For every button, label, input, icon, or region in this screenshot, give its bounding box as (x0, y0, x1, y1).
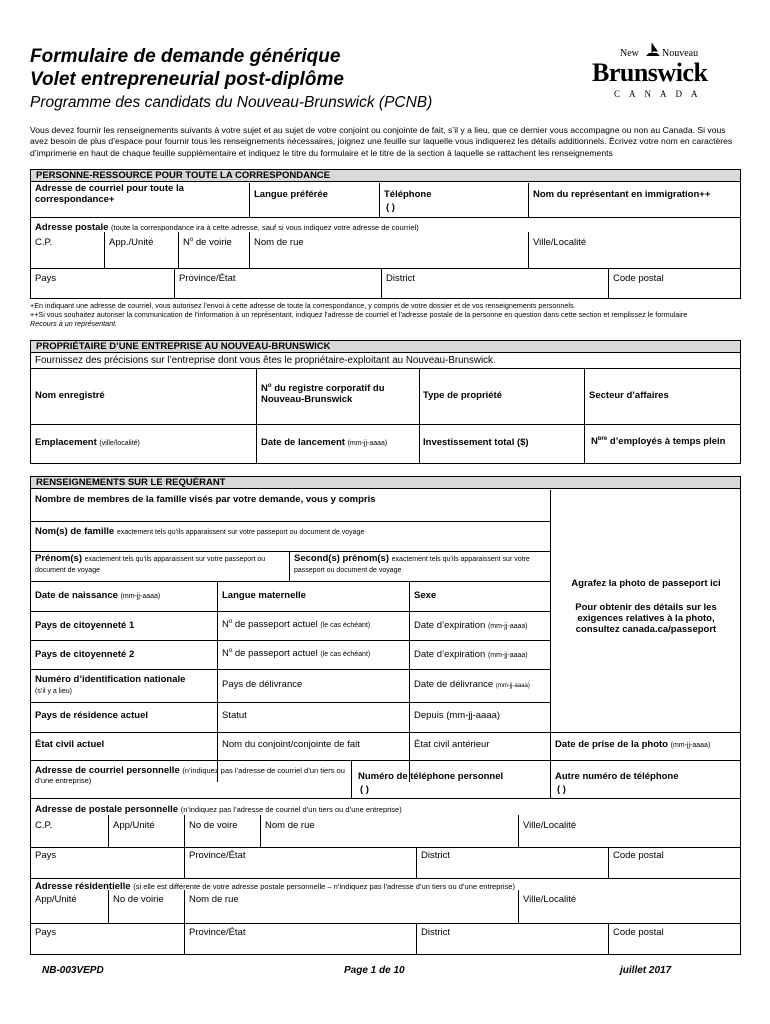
passport-no-note-2: (le cas échéant) (320, 651, 371, 658)
form-title: Formulaire de demande générique (30, 46, 341, 67)
applicant-section: RENSEIGNEMENTS SUR LE REQUÉRANT Nombre de membres de la famille visés par votre demande, vous y compris Nom(s) de famille exactement tels qu’ils apparaissent sur votre passeport ou document de voyage Prénom(s) exactement tels qu’ils apparaissent sur votre passeport ou document de voyage Second(s) prénom(s) exactement tels qu’ils apparaissent sur votre passeport ou document de voyage Agrafez la photo de passeport ici Pour obtenir des détails sur les exigences relatives à la photo, consultez canada.ca/passeport Date de naissance (mm-jj-aaaa) Langue maternelle Sexe Pays de citoyenneté 1 $N^o$ de passeport actuel (le cas échéant) Date d’expiration (mm-jj-aaaa) Pays de citoyenneté 2 $N^o$ de passeport actuel (le cas échéant) Date d’expiration (mm-jj-aaaa) Numéro d’identification nationale (s’il y a lieu) Pays de délivrance Date de délivrance (mm-jj-aaaa) Pays de résidence actuel Statut Depuis (mm-jj-aaaa) État civil actuel Nom du conjoint/conjointe de fait État civil antérieur Date de prise de la photo (mm-jj-aaaa) Adresse de courriel personnelle (n’indiquez pas l’adresse de courriel d’un tiers ou d’une entreprise) Numéro de téléphone personnel ( ) Autre numéro de téléphone ( ) Adresse de postale personnelle (n’indiquez pas l’adresse de courriel d’un tiers ou d’une entreprise) C.P. App/Unité No de voire Nom de rue Ville/Localité Pays Province/État District Code postal Adresse résidentielle (si elle est différente de votre adresse postale personnelle – n’indiquez pas l’adresse d’un tiers ou d’une entreprise) App/Unité No de voirie Nom de rue Ville/Localité Pays Province/État District Code postal (30, 476, 741, 955)
res-postal-code-label[interactable]: Code postal (613, 927, 664, 938)
street-no-label: de voirie (195, 237, 232, 248)
res-province-label[interactable]: Province/État (189, 927, 246, 938)
launch-date-note: (mm-jj-aaaa) (347, 440, 388, 447)
previous-status-label[interactable]: État civil antérieur (414, 739, 490, 750)
photo-requirements-text: Pour obtenir des détails sur les exigences relatives à la photo, consultez canada.ca/passeport (575, 602, 717, 635)
personal-email-note: (n’indiquez pas l’adresse de courriel d’un tiers ou d’une entreprise) (35, 766, 345, 785)
expiry-label: Date d’expiration (414, 620, 486, 631)
ship-icon (644, 42, 662, 58)
res-street-name-label[interactable]: Nom de rue (189, 894, 239, 905)
business-section: PROPRIÉTAIRE D’UNE ENTREPRISE AU NOUVEAU-BRUNSWICK Fournissez des précisions sur l’entreprise dont vous êtes le propriétaire-exploitant au Nouveau-Brunswick. Nom enregistré $N^o$ du registre corporatif du Nouveau-Brunswick Type de propriété Secteur d’affaires Emplacement (ville/localité) Date de lancement (mm-jj-aaaa) Investissement total ($) $N^{bre}$ d’employés à temps plein (30, 340, 741, 464)
personal-postal-label: Adresse de postale personnelle (35, 804, 179, 815)
phone-label[interactable]: Téléphone (384, 189, 432, 200)
sex-label[interactable]: Sexe (414, 590, 437, 601)
applicant-street-no-label[interactable]: No de voire (189, 820, 238, 831)
district-label[interactable]: District (386, 273, 416, 284)
photo-date-format: (mm-jj-aaaa) (670, 742, 711, 749)
employees-label: d’employés à temps plein (609, 436, 726, 447)
location-label: Emplacement (35, 437, 97, 448)
contact-notes (30, 301, 741, 328)
note-email: +En indiquant une adresse de courriel, vous autorisez l’envoi à cette adresse de toute la correspondance, y compris de votre dossier et de vos renseignements personnels. (30, 301, 576, 310)
sector-label[interactable]: Secteur d’affaires (589, 390, 669, 401)
note-representative: ++Si vous souhaitez autoriser la communication de l’information à un représentant, indiquez l’adresse de courriel et l’adresse postale de la personne en question dans cette section et remplissez le formulaire (30, 310, 688, 319)
business-heading: PROPRIÉTAIRE D’UNE ENTREPRISE AU NOUVEAU-BRUNSWICK (31, 341, 740, 353)
investment-label[interactable]: Investissement total ($) (423, 437, 529, 448)
issue-date-format: (mm-jj-aaaa) (495, 683, 530, 689)
intro-text: Vous devez fournir les renseignements suivants à votre sujet et au sujet de votre conjoint ou conjointe de fait, s’il y a lieu, que ce dernier vous accompagne ou non au Canada. Si vous avez besoin de plus d’espace pour fournir tous les renseignements nécessaires, joignez une feuille sur laquelle vous indiquerez les détails additionnels. Écrivez votre nom en caractères d’imprimerie en haut de chaque feuille supplémentaire et indiquez le titre du formulaire et le titre de la section à laquelle se rattachent les renseignements (30, 125, 733, 158)
passport-no-label-2: de passeport actuel (234, 648, 318, 659)
postal-code-label[interactable]: Code postal (613, 273, 664, 284)
contact-section: PERSONNE-RESSOURCE POUR TOUTE LA CORRESPONDANCE Adresse de courriel pour toute la correspondance+ Langue préférée Téléphone ( ) Nom du représentant en immigration++ Adresse postale (toute la correspondance ira à cette adresse, sauf si vous indiquez votre adresse de courriel) C.P. App./Unité $N^o$ de voirie Nom de rue Ville/Localité Pays Province/État District Code postal (30, 169, 741, 299)
citizenship1-label[interactable]: Pays de citoyenneté 1 (35, 620, 135, 631)
mother-tongue-label[interactable]: Langue maternelle (222, 590, 306, 601)
res-apt-label[interactable]: App/Unité (35, 894, 77, 905)
spouse-name-label[interactable]: Nom du conjoint/conjointe de fait (222, 739, 360, 750)
expiry-format-2: (mm-jj-aaaa) (487, 652, 528, 659)
issue-country-label[interactable]: Pays de délivrance (222, 679, 303, 690)
ownership-label[interactable]: Type de propriété (423, 390, 503, 401)
citizenship2-label[interactable]: Pays de citoyenneté 2 (35, 649, 135, 660)
res-street-no-label[interactable]: No de voirie (113, 894, 164, 905)
street-name-label[interactable]: Nom de rue (254, 237, 304, 248)
city-label[interactable]: Ville/Localité (533, 237, 587, 248)
form-date: juillet 2017 (620, 965, 672, 976)
res-country-label[interactable]: Pays (35, 927, 57, 938)
launch-date-label: Date de lancement (261, 437, 345, 448)
other-phone-label[interactable]: Autre numéro de téléphone (555, 771, 679, 782)
nb-logo (592, 42, 727, 102)
since-label[interactable]: Depuis (mm-jj-aaaa) (414, 710, 501, 721)
family-members-label[interactable]: Nombre de membres de la famille visés par votre demande, vous y compris (35, 494, 376, 505)
expiry-format: (mm-jj-aaaa) (487, 623, 528, 630)
national-id-label: Numéro d’identification nationale (35, 674, 186, 685)
residential-address-label: Adresse résidentielle (35, 881, 131, 892)
first-names-note: exactement tels qu’ils apparaissent sur votre passeport ou document de voyage (35, 556, 266, 574)
language-label[interactable]: Langue préférée (254, 189, 328, 200)
issue-date-label: Date de délivrance (414, 679, 494, 690)
form-code: NB-003VEPD (42, 965, 104, 976)
photo-date-label: Date de prise de la photo (555, 739, 668, 750)
applicant-city-label[interactable]: Ville/Localité (523, 820, 577, 831)
applicant-apt-label[interactable]: App/Unité (113, 820, 155, 831)
applicant-country-label[interactable]: Pays (35, 850, 57, 861)
province-label[interactable]: Province/État (179, 273, 236, 284)
other-phone-parens: ( ) (557, 784, 566, 795)
personal-postal-note: (n’indiquez pas l’adresse de courriel d’un tiers ou d’une entreprise) (180, 805, 402, 814)
cp-label[interactable]: C.P. (35, 237, 53, 248)
res-district-label[interactable]: District (421, 927, 451, 938)
phone-parens: ( ) (386, 202, 395, 213)
location-note: (ville/localité) (99, 440, 140, 447)
program-name: Programme des candidats du Nouveau-Brunswick (PCNB) (30, 94, 433, 111)
marital-status-label[interactable]: État civil actuel (35, 739, 105, 750)
personal-phone-parens: ( ) (360, 784, 369, 795)
dob-label: Date de naissance (35, 590, 118, 601)
passport-no-label: de passeport actuel (234, 619, 318, 630)
applicant-street-name-label[interactable]: Nom de rue (265, 820, 315, 831)
corp-no-label: du registre corporatif du (274, 383, 385, 394)
applicant-province-label[interactable]: Province/État (189, 850, 246, 861)
dob-format: (mm-jj-aaaa) (120, 593, 161, 600)
family-name-label: Nom(s) de famille (35, 526, 115, 537)
country-label[interactable]: Pays (35, 273, 57, 284)
applicant-postal-code-label[interactable]: Code postal (613, 850, 664, 861)
res-city-label[interactable]: Ville/Localité (523, 894, 577, 905)
postal-address-label: Adresse postale (35, 222, 109, 233)
apt-label[interactable]: App./Unité (109, 237, 154, 248)
first-names-label: Prénom(s) (35, 554, 82, 564)
email-label[interactable]: Adresse de courriel pour toute la correspondance+ (35, 183, 184, 205)
form-subtitle-stream: Volet entrepreneurial post-diplôme (30, 69, 344, 90)
status-label[interactable]: Statut (222, 710, 247, 721)
postal-address-note: (toute la correspondance ira à cette adresse, sauf si vous indiquez votre adresse de courriel) (111, 223, 419, 232)
note-representative-form: Recours à un représentant. (30, 319, 118, 328)
logo-nouveau: Nouveau (662, 48, 699, 59)
family-name-note: exactement tels qu’ils apparaissent sur votre passeport ou document de voyage (116, 529, 365, 536)
rep-name-label[interactable]: Nom du représentant en immigration++ (533, 189, 711, 200)
second-names-note: exactement tels qu’ils apparaissent sur votre passeport ou document de voyage (294, 556, 530, 574)
logo-new: New (620, 48, 639, 59)
business-subheading: Fournissez des précisions sur l’entreprise dont vous êtes le propriétaire-exploitant au Nouveau-Brunswick. (35, 355, 496, 366)
personal-phone-label[interactable]: Numéro de téléphone personnel (358, 771, 504, 782)
second-names-label: Second(s) prénom(s) (294, 554, 390, 564)
passport-no-note: (le cas échéant) (320, 622, 371, 629)
residential-address-note: (si elle est différente de votre adresse postale personnelle – n’indiquez pas l’adresse d’un tiers ou d’une entreprise) (133, 882, 515, 891)
residence-country-label[interactable]: Pays de résidence actuel (35, 710, 149, 721)
applicant-district-label[interactable]: District (421, 850, 451, 861)
applicant-cp-label[interactable]: C.P. (35, 820, 53, 831)
registered-name-label[interactable]: Nom enregistré (35, 390, 105, 401)
logo-brunswick: Brunswick (592, 58, 708, 87)
national-id-note: (s’il y a lieu) (35, 688, 72, 695)
photo-staple-label: Agrafez la photo de passeport ici (571, 578, 721, 589)
page-number: Page 1 de 10 (344, 965, 405, 976)
applicant-heading: RENSEIGNEMENTS SUR LE REQUÉRANT (31, 477, 740, 489)
personal-email-label: Adresse de courriel personnelle (35, 766, 180, 776)
expiry-label-2: Date d’expiration (414, 649, 486, 660)
contact-heading: PERSONNE-RESSOURCE POUR TOUTE LA CORRESPONDANCE (31, 170, 740, 182)
corp-no-label-2: Nouveau-Brunswick (261, 394, 353, 405)
logo-canada: CANADA (614, 89, 707, 99)
